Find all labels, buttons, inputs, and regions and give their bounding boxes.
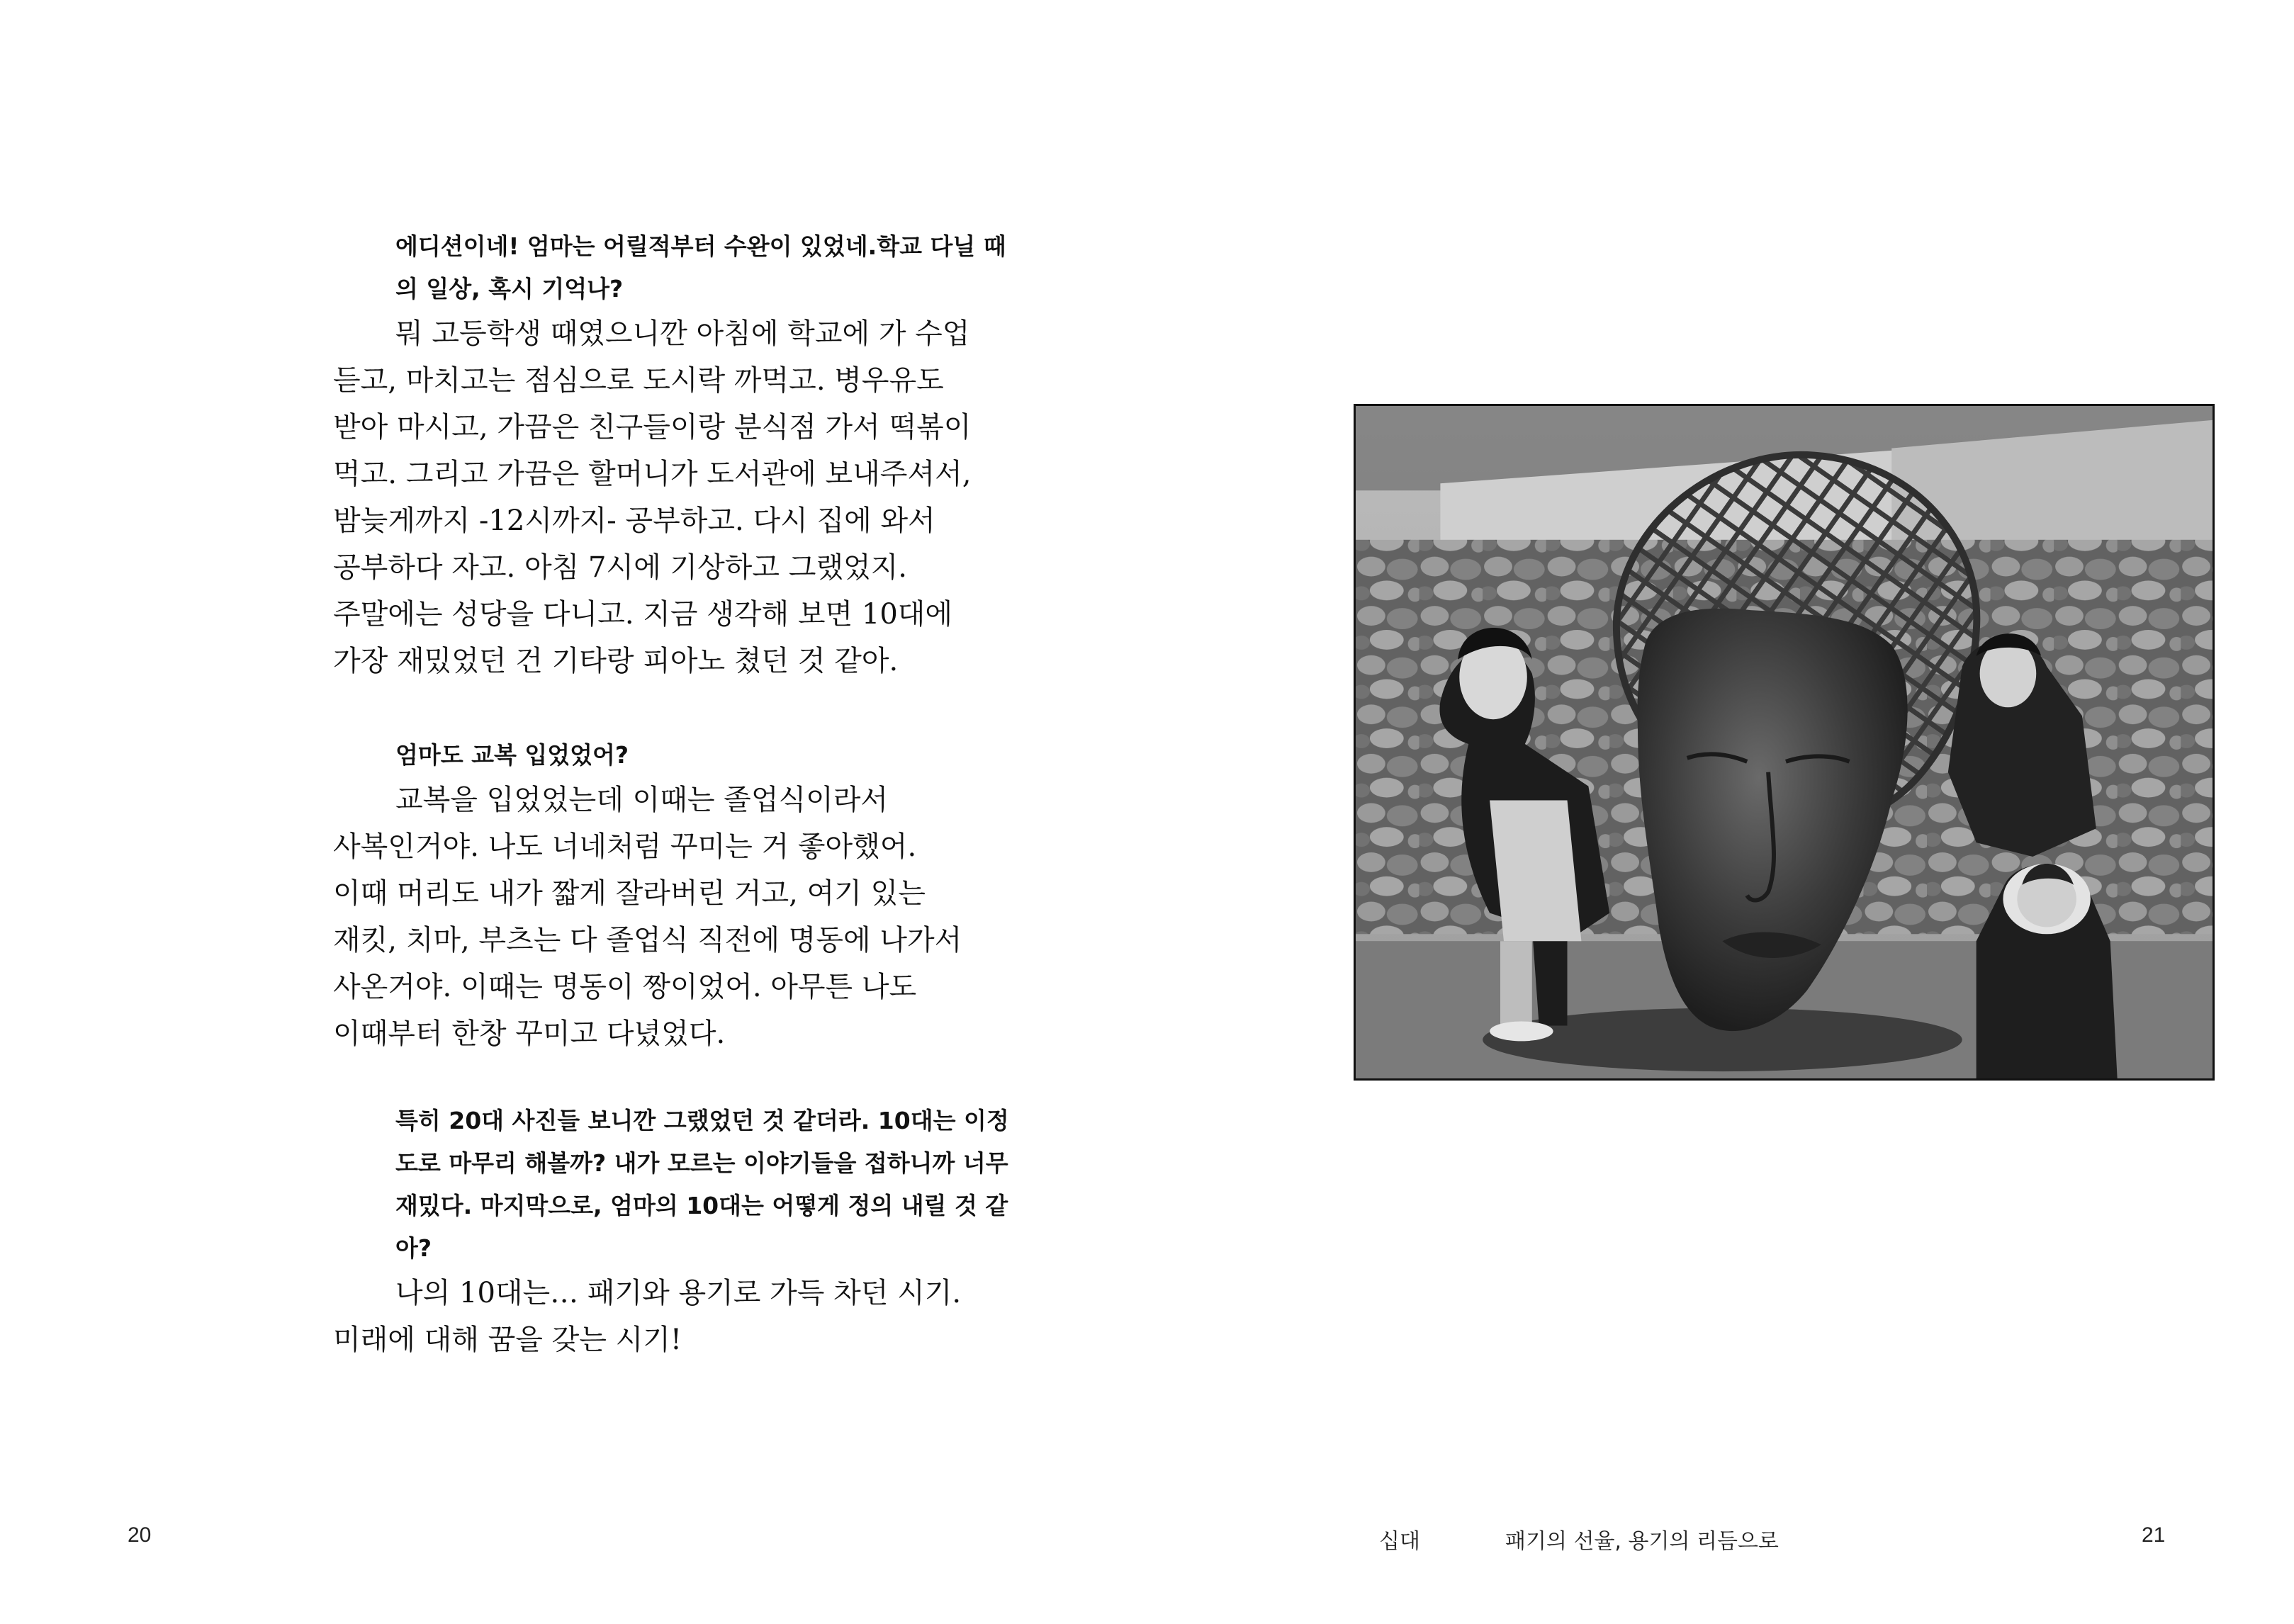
sculpture-head-photo bbox=[1354, 404, 2215, 1081]
qa-block-2 bbox=[333, 734, 1013, 1057]
answer-2: 교복을 입었었는데 이때는 졸업식이라서 사복인거야. 나도 너네처럼 꾸미는 거 좋아했어. 이때 머리도 내가 짧게 잘라버린 거고, 여기 있는 재킷, 치마, 부츠는 다 졸업식 직전에 명동에 나가서 사온거야. 이때는 명동이 짱이었어. 아무튼 나도 이때부터 한창 꾸미고 다녔었다. bbox=[333, 784, 962, 1050]
running-head-chapter-title: 패기의 선율, 용기의 리듬으로 bbox=[1505, 1529, 1779, 1554]
page-number-left: 20 bbox=[128, 1523, 152, 1547]
question-2: 엄마도 교복 입었었어? bbox=[395, 741, 629, 769]
question-1: 에디션이네! 엄마는 어릴적부터 수완이 있었네.학교 다닐 때의 일상, 혹시 기억나? bbox=[395, 232, 1006, 303]
page-number-right: 21 bbox=[2142, 1523, 2166, 1547]
answer-1: 뭐 고등학생 때였으니깐 아침에 학교에 가 수업 듣고, 마치고는 점심으로 도시락 까먹고. 병우유도 받아 마시고, 가끔은 친구들이랑 분식점 가서 떡볶이 먹고. 그리고 가끔은 할머니가 도서관에 보내주셔서, 밤늦게까지 -12시까지- 공부하고. 다시 집에 와서 공부하다 자고. 아침 7시에 기상하고 그랬었지. 주말에는 성당을 다니고. 지금 생각해 보면 10대에 가장 재밌었던 건 기타랑 피아노 쳤던 것 같아. bbox=[333, 317, 972, 677]
qa-block-1 bbox=[333, 225, 1013, 684]
qa-block-3 bbox=[333, 1100, 1013, 1363]
running-head-section: 십대 bbox=[1379, 1529, 1420, 1554]
interview-text bbox=[333, 225, 1013, 1363]
answer-3: 나의 10대는… 패기와 용기로 가득 차던 시기. 미래에 대해 꿈을 갖는 시기! bbox=[333, 1277, 962, 1356]
question-3: 특히 20대 사진들 보니깐 그랬었던 것 같더라. 10대는 이정도로 마무리 해볼까? 내가 모르는 이야기들을 접하니까 너무 재밌다. 마지막으로, 엄마의 10대는 어떻게 정의 내릴 것 같아? bbox=[395, 1107, 1009, 1262]
